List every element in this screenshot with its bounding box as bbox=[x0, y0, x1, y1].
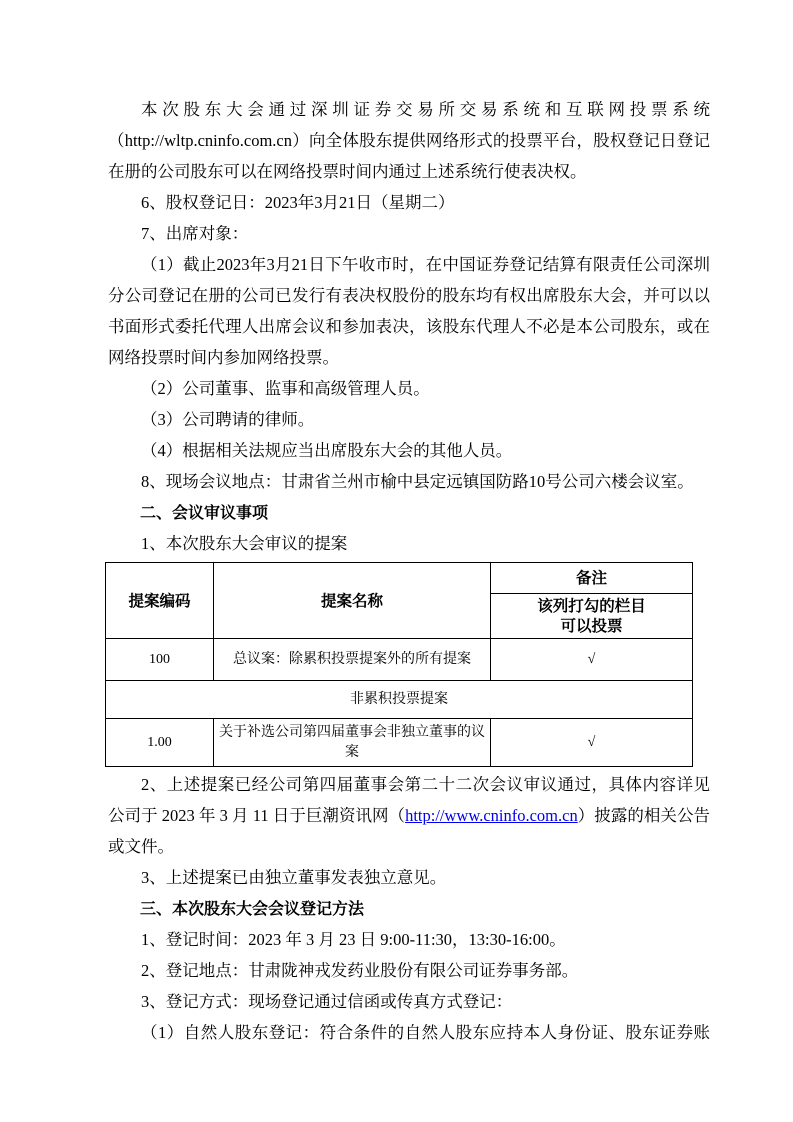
header-proposal-code: 提案编码 bbox=[106, 563, 214, 639]
header-remark-note bbox=[491, 594, 693, 639]
table-group-row bbox=[106, 681, 693, 719]
item-registration-time: 1、登记时间：2023 年 3 月 23 日 9:00-11:30，13:30-16:00。 bbox=[141, 930, 566, 949]
item-proposals-intro: 1、本次股东大会审议的提案 bbox=[141, 534, 348, 553]
item-attendees: 7、出席对象： bbox=[141, 224, 249, 243]
document-content bbox=[108, 94, 710, 1048]
proposal-code: 1.00 bbox=[106, 719, 214, 767]
approval-text-after: ）披露的相关公告或文件。 bbox=[108, 806, 710, 856]
heading-section-3-registration-method: 三、本次股东大会会议登记方法 bbox=[140, 899, 365, 918]
proposal-vote-checkmark: √ bbox=[491, 719, 693, 767]
proposal-vote-checkmark: √ bbox=[491, 639, 693, 681]
approval-text-before: 2、上述提案已经公司第四届董事会第二十二次会议审议通过，具体内容详见公司于 2023 年 3 月 11 日于巨潮资讯网（ bbox=[108, 775, 710, 825]
item-independent-directors-opinion: 3、上述提案已由独立董事发表独立意见。 bbox=[141, 868, 447, 887]
paragraph-proposal-approval bbox=[108, 769, 710, 862]
paragraph-network-voting-platform: 本次股东大会通过深圳证券交易所交易系统和互联网投票系统（http://wltp.cninfo.com.cn）向全体股东提供网络形式的投票平台，股权登记日登记在册的公司股东可以在网络投票时间内通过上述系统行使表决权。 bbox=[108, 100, 710, 181]
item-registration-method: 3、登记方式：现场登记通过信函或传真方式登记： bbox=[141, 992, 513, 1011]
header-remark-note-text: 该列打勾的栏目可以投票 bbox=[537, 597, 646, 635]
table-row-general-proposal bbox=[106, 639, 693, 681]
item-share-record-date: 6、股权登记日：2023年3月21日（星期二） bbox=[141, 193, 455, 212]
item-meeting-venue: 8、现场会议地点：甘肃省兰州市榆中县定远镇国防路10号公司六楼会议室。 bbox=[141, 472, 694, 491]
item-natural-person-registration: （1）自然人股东登记：符合条件的自然人股东应持本人身份证、股东证券账 bbox=[141, 1023, 710, 1042]
table-header-row bbox=[106, 563, 693, 594]
proposal-code: 100 bbox=[106, 639, 214, 681]
cninfo-link[interactable]: http://www.cninfo.com.cn bbox=[405, 806, 578, 825]
group-row-label: 非累积投票提案 bbox=[106, 681, 693, 719]
proposals-table bbox=[105, 562, 693, 767]
proposal-name: 关于补选公司第四届董事会非独立董事的议案 bbox=[214, 719, 491, 767]
proposal-name: 总议案：除累积投票提案外的所有提案 bbox=[214, 639, 491, 681]
header-remark: 备注 bbox=[491, 563, 693, 594]
heading-section-2-review-matters: 二、会议审议事项 bbox=[140, 503, 269, 522]
item-attendee-shareholders: （1）截止2023年3月21日下午收市时，在中国证券登记结算有限责任公司深圳分公司登记在册的公司已发行有表决权股份的股东均有权出席股东大会，并可以以书面形式委托代理人出席会议和参加表决，该股东代理人不必是本公司股东，或在网络投票时间内参加网络投票。 bbox=[108, 255, 710, 367]
item-attendee-directors: （2）公司董事、监事和高级管理人员。 bbox=[141, 379, 430, 398]
header-proposal-name: 提案名称 bbox=[214, 563, 491, 639]
table-row-director-election bbox=[106, 719, 693, 767]
item-registration-place: 2、登记地点：甘肃陇神戎发药业股份有限公司证券事务部。 bbox=[141, 961, 579, 980]
item-attendee-lawyers: （3）公司聘请的律师。 bbox=[141, 410, 315, 429]
item-attendee-others: （4）根据相关法规应当出席股东大会的其他人员。 bbox=[141, 441, 513, 460]
